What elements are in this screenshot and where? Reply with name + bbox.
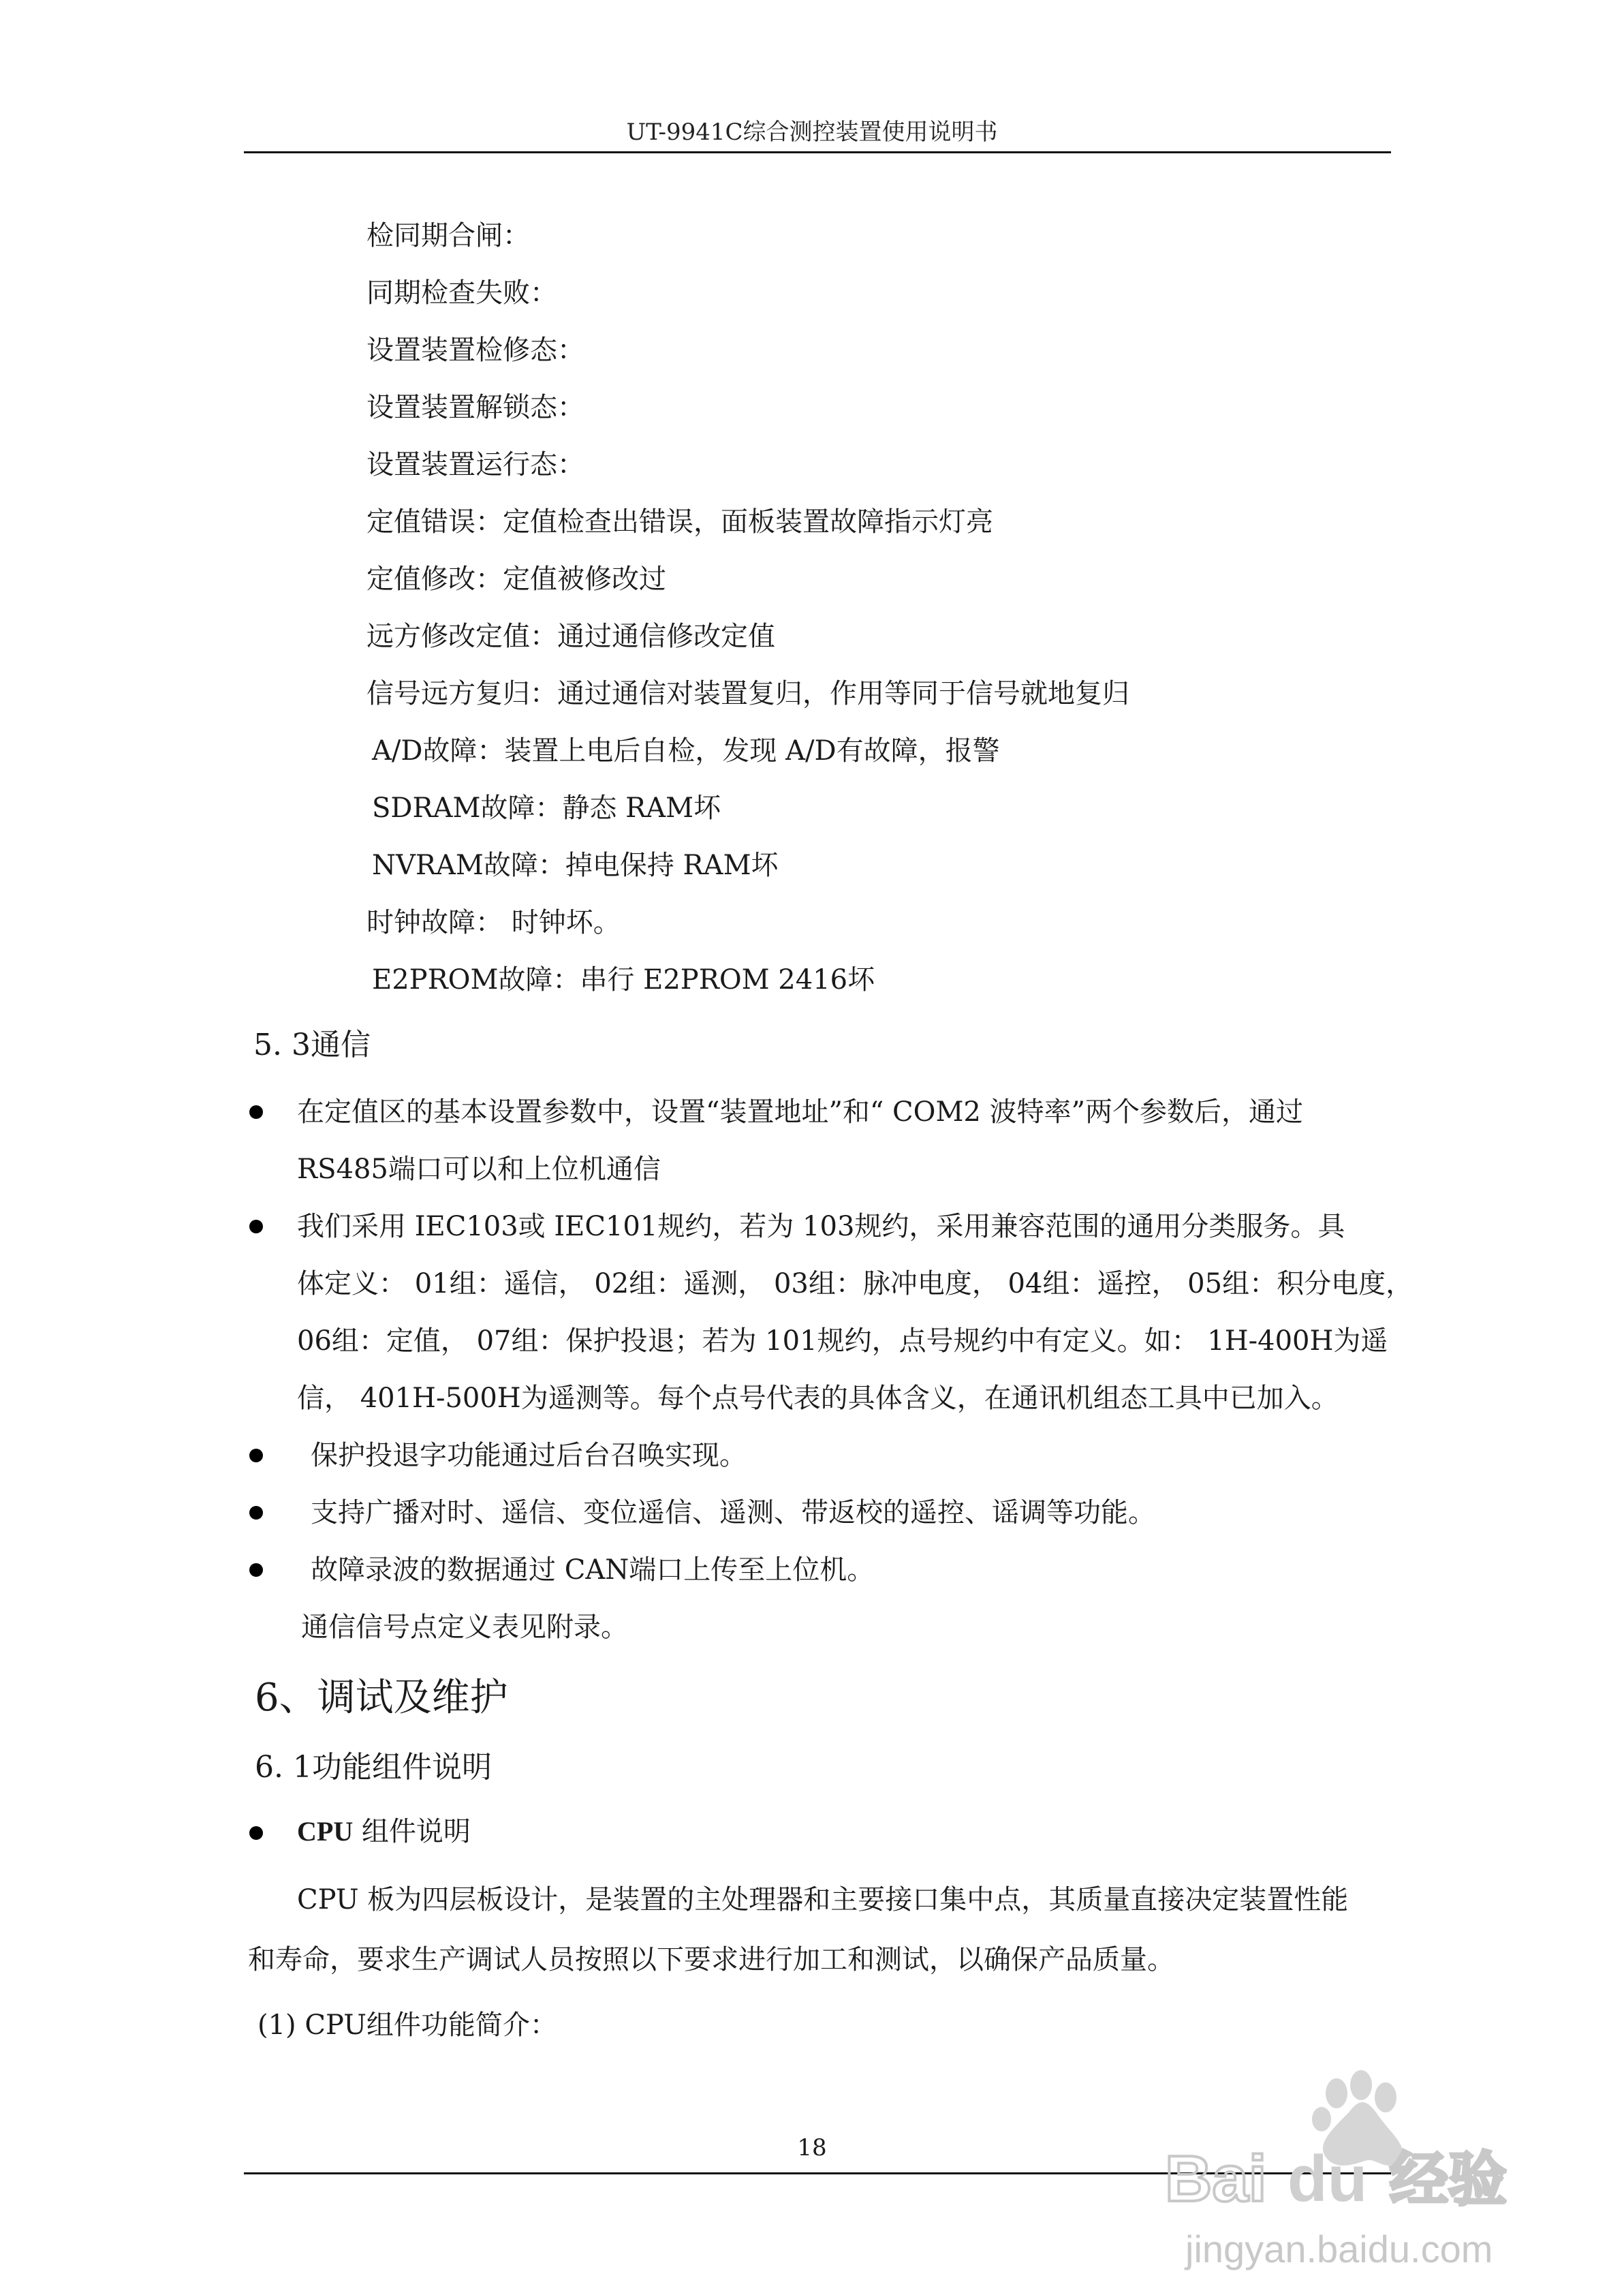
paragraph-line: 在定值区的基本设置参数中，设置“装置地址”和“ COM2 波特率”两个参数后，通过 <box>297 1096 1304 1128</box>
bullet-icon <box>249 1563 263 1577</box>
cpu-heading-rest: 组件说明 <box>353 1816 471 1847</box>
event-item: 设置装置检修态： <box>366 335 584 366</box>
section-heading: 6. 1功能组件说明 <box>255 1750 492 1785</box>
note-line: 通信信号点定义表见附录。 <box>301 1612 628 1643</box>
event-item: 远方修改定值：通过通信修改定值 <box>366 621 775 652</box>
cpu-heading <box>297 1815 471 1848</box>
event-item: NVRAM故障：掉电保持 RAM坏 <box>372 850 779 881</box>
event-item: A/D故障：装置上电后自检，发现 A/D有故障，报警 <box>372 735 1000 767</box>
svg-text:经验: 经验 <box>1390 2146 1507 2214</box>
baidu-watermark <box>1158 2058 1580 2283</box>
baidu-logo-icon <box>1158 2058 1580 2283</box>
event-item: 定值修改：定值被修改过 <box>366 564 666 595</box>
svg-text:du: du <box>1287 2142 1368 2215</box>
event-item: E2PROM故障：串行 E2PROM 2416坏 <box>372 964 875 996</box>
event-item: 设置装置解锁态： <box>366 392 584 423</box>
header-title: UT-9941C综合测控装置使用说明书 <box>626 119 998 146</box>
header-rule <box>244 151 1391 153</box>
page-number: 18 <box>797 2134 827 2161</box>
cpu-label: CPU <box>297 1816 354 1847</box>
chapter-heading: 6、调试及维护 <box>255 1676 508 1720</box>
event-item: 信号远方复归：通过通信对装置复归，作用等同于信号就地复归 <box>366 678 1129 709</box>
paragraph-line: 06组：定值， 07组：保护投退；若为 101规约，点号规约中有定义。如： 1H-400H为遥 <box>297 1325 1388 1357</box>
bullet-icon <box>249 1220 263 1233</box>
bullet-icon <box>249 1105 263 1119</box>
event-item: SDRAM故障：静态 RAM坏 <box>372 792 721 824</box>
event-item: 设置装置运行态： <box>366 449 584 480</box>
event-item: 同期检查失败： <box>366 277 557 309</box>
paragraph-line: 和寿命，要求生产调试人员按照以下要求进行加工和测试，以确保产品质量。 <box>248 1944 1174 1975</box>
event-item: 时钟故障： 时钟坏。 <box>366 907 621 938</box>
bullet-icon <box>249 1826 263 1840</box>
paragraph-line: 保护投退字功能通过后台召唤实现。 <box>311 1440 747 1471</box>
event-item: 定值错误：定值检查出错误，面板装置故障指示灯亮 <box>366 506 993 538</box>
list-item: (1) CPU组件功能简介： <box>257 2009 557 2041</box>
section-heading: 5. 3通信 <box>253 1028 371 1062</box>
svg-text:Bai: Bai <box>1165 2142 1267 2215</box>
paragraph-line: 支持广播对时、遥信、变位遥信、遥测、带返校的遥控、谣调等功能。 <box>311 1497 1155 1528</box>
event-item: 检同期合闸： <box>366 220 530 251</box>
bullet-icon <box>249 1506 263 1520</box>
paragraph-line: CPU 板为四层板设计，是装置的主处理器和主要接口集中点，其质量直接决定装置性能 <box>297 1884 1349 1915</box>
bullet-icon <box>249 1449 263 1462</box>
paragraph-line: 故障录波的数据通过 CAN端口上传至上位机。 <box>311 1554 875 1586</box>
svg-text:jingyan.baidu.com: jingyan.baidu.com <box>1185 2228 1493 2270</box>
paragraph-line: 我们采用 IEC103或 IEC101规约，若为 103规约，采用兼容范围的通用分类服务。具 <box>297 1211 1345 1242</box>
paragraph-line: 信， 401H-500H为遥测等。每个点号代表的具体含义，在通讯机组态工具中已加入。 <box>297 1383 1339 1414</box>
paragraph-line: 体定义： 01组：遥信， 02组：遥测， 03组：脉冲电度， 04组：遥控， 05组：积分电度， <box>297 1268 1414 1299</box>
paragraph-line: RS485端口可以和上位机通信 <box>297 1154 661 1185</box>
